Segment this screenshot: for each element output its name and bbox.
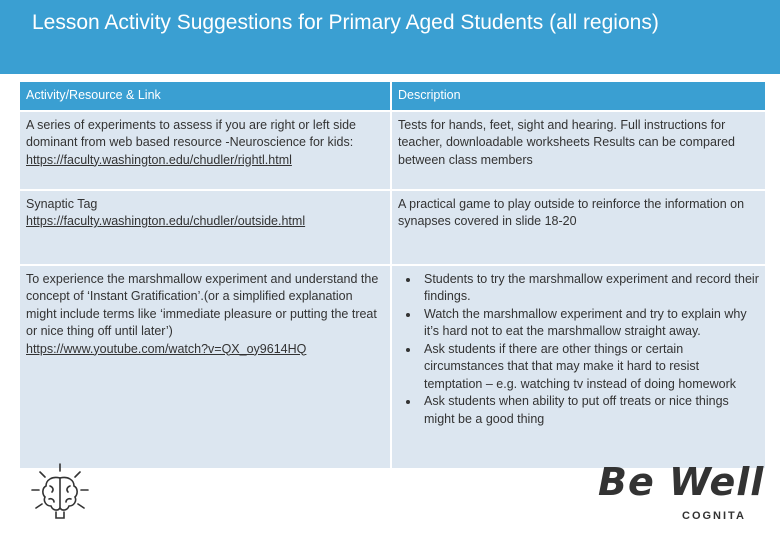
activity-table bbox=[20, 82, 765, 470]
description-cell bbox=[392, 266, 765, 470]
activity-cell bbox=[20, 112, 392, 191]
description-bullets bbox=[398, 271, 759, 429]
activity-text: To experience the marshmallow experiment and understand the concept of ‘Instant Gratification’.(or a simplified explanation might include terms like ‘immediate pleasure or putting the treat or nice thing off until later’) bbox=[26, 271, 379, 338]
resource-link[interactable]: https://www.youtube.com/watch?v=QX_oy9614HQ bbox=[26, 341, 307, 356]
logo-sub: COGNITA bbox=[682, 510, 746, 522]
table-row bbox=[20, 191, 765, 266]
description-cell: Tests for hands, feet, sight and hearing. Full instructions for teacher, downloadable worksheets Results can be compared between class members bbox=[392, 112, 765, 191]
activity-text: A series of experiments to assess if you are right or left side dominant from web based resource -Neuroscience for kids: bbox=[26, 117, 357, 149]
column-header-activity: Activity/Resource & Link bbox=[20, 82, 392, 112]
list-item: • Students to try the marshmallow experiment and record their findings. bbox=[420, 271, 759, 306]
resource-link[interactable]: https://faculty.washington.edu/chudler/rightl.html bbox=[26, 152, 292, 167]
table-header-row bbox=[20, 82, 765, 112]
logo-brand: Be Well bbox=[598, 460, 765, 504]
list-item: • Ask students if there are other things or certain circumstances that that may make it hard to resist temptation – e.g. watching tv instead of doing homework bbox=[420, 341, 759, 394]
page-title: Lesson Activity Suggestions for Primary Aged Students (all regions) bbox=[32, 11, 659, 34]
activity-text: Synaptic Tag bbox=[26, 196, 98, 211]
be-well-logo bbox=[596, 460, 765, 528]
list-item: • Ask students when ability to put off treats or nice things might be a good thing bbox=[420, 393, 759, 428]
title-bar bbox=[0, 0, 780, 74]
table-row bbox=[20, 266, 765, 470]
list-item: • Watch the marshmallow experiment and try to explain why it’s hard not to eat the marshmallow straight away. bbox=[420, 306, 759, 341]
resource-link[interactable]: https://faculty.washington.edu/chudler/outside.html bbox=[26, 214, 306, 228]
description-cell: A practical game to play outside to reinforce the information on synapses covered in slide 18-20 bbox=[392, 191, 765, 266]
activity-cell bbox=[20, 191, 392, 266]
brain-icon bbox=[28, 462, 92, 526]
column-header-description: Description bbox=[392, 82, 765, 112]
activity-cell bbox=[20, 266, 392, 470]
table-row bbox=[20, 112, 765, 191]
